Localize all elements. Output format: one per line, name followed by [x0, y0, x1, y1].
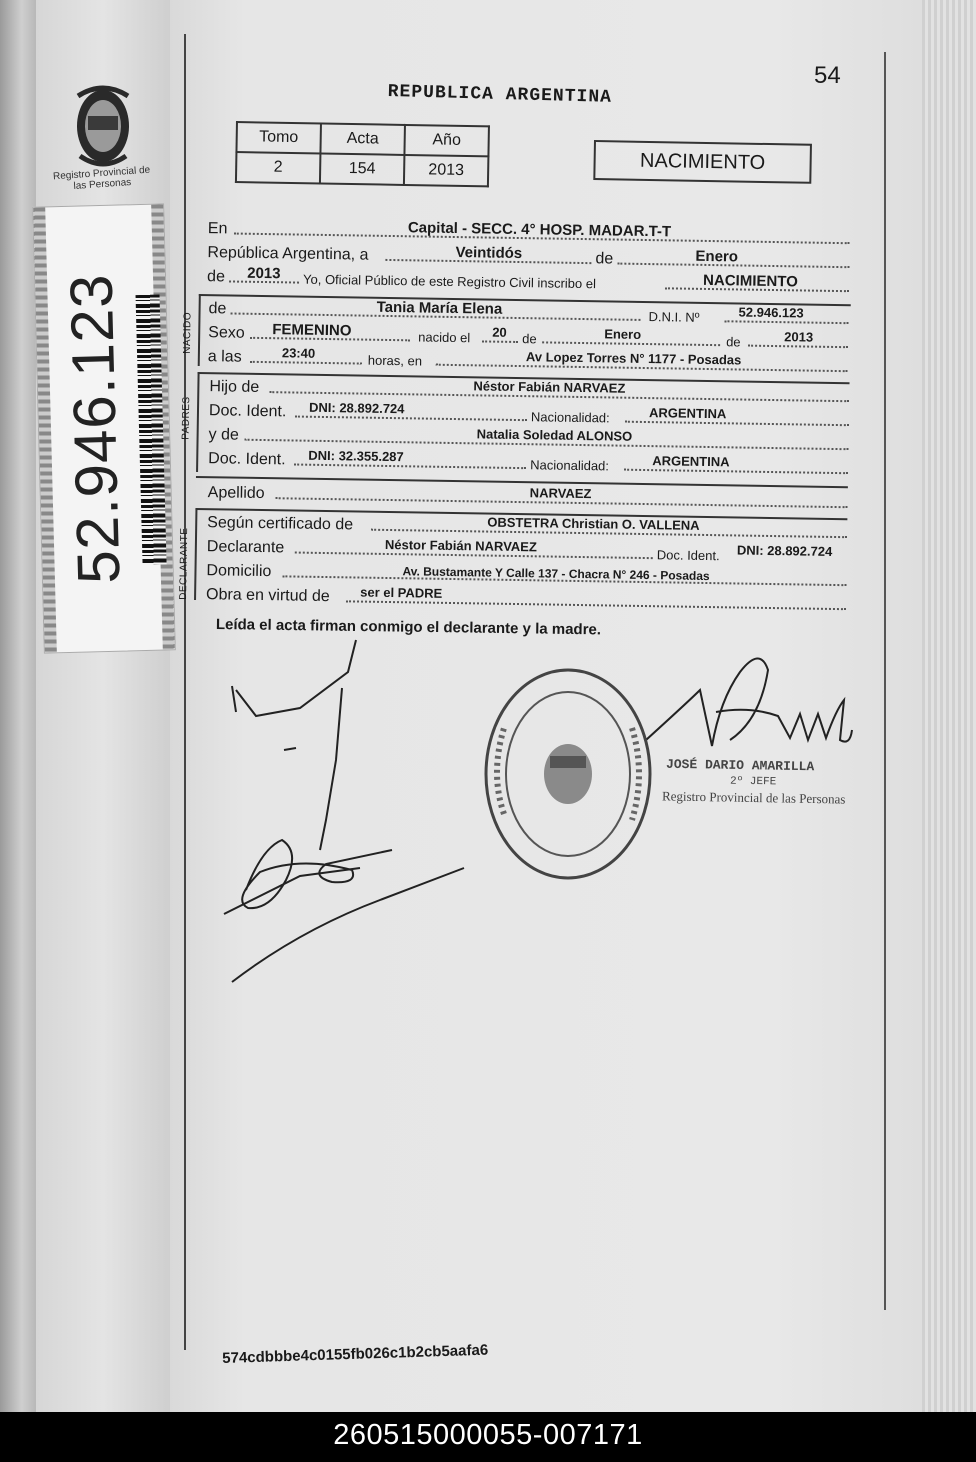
label-hijo-de: Hijo de — [209, 378, 260, 396]
table-header-cell: Año — [404, 125, 489, 156]
table-header-cell: Acta — [320, 123, 405, 154]
value-month: Enero — [695, 247, 739, 266]
value-child-name: Tania María Elena — [376, 298, 503, 318]
value-declarante: Néstor Fabián NARVAEZ — [384, 536, 537, 555]
value-sexo: FEMENINO — [272, 321, 352, 340]
page-number: 54 — [814, 62, 841, 89]
registry-logo-text: Registro Provincial de las Personas — [52, 164, 151, 192]
record-type-box: NACIMIENTO — [593, 140, 812, 184]
value-father-nationality: ARGENTINA — [648, 405, 727, 422]
value-domicilio: Av. Bustamante Y Calle 137 - Chacra N° 246 - Posadas — [402, 564, 710, 584]
value-apellido: NARVAEZ — [529, 485, 592, 502]
value-mother-nationality: ARGENTINA — [652, 453, 730, 470]
label-y-de: y de — [208, 426, 240, 444]
label-apellido: Apellido — [207, 484, 265, 503]
label-sexo: Sexo — [208, 324, 245, 342]
value-mother-doc: DNI: 32.355.287 — [308, 447, 404, 465]
label-doc-mother: Doc. Ident. — [208, 450, 286, 469]
table-header-cell: Tomo — [236, 122, 321, 153]
value-time: 23:40 — [281, 345, 316, 361]
value-father: Néstor Fabián NARVAEZ — [473, 378, 626, 396]
label-nacionalidad-father: Nacionalidad: — [530, 409, 610, 426]
label-de-birth-year: de — [726, 334, 741, 350]
value-declarante-doc: DNI: 28.892.724 — [736, 542, 833, 559]
value-father-doc: DNI: 28.892.724 — [308, 399, 405, 417]
value-event: NACIMIENTO — [702, 271, 798, 291]
official-seal-icon — [480, 664, 660, 884]
label-de-year: de — [206, 268, 226, 286]
label-obra: Obra en virtud de — [205, 586, 330, 606]
official-organization: Registro Provincial de las Personas — [661, 788, 846, 807]
value-certificado: OBSTETRA Christian O. VALLENA — [487, 514, 700, 533]
value-birth-day: 20 — [492, 324, 507, 340]
label-dni: D.N.I. Nº — [648, 309, 700, 325]
document-hash: 574cdbbbe4c0155fb026c1b2cb5aafa6 — [222, 1341, 489, 1367]
label-nacionalidad-mother: Nacionalidad: — [530, 457, 610, 474]
sticker-dni-number: 52.946.123 — [57, 272, 133, 585]
official-role: 2º JEFE — [729, 775, 777, 789]
label-en: En — [207, 220, 228, 238]
value-day: Veintidós — [455, 244, 523, 263]
footer-code: 260515000055-007171 — [333, 1419, 643, 1451]
label-de: de — [595, 250, 614, 268]
label-horas: horas, en — [367, 352, 423, 369]
value-obra: ser el PADRE — [360, 584, 443, 601]
value-birth-place: Av Lopez Torres N° 1177 - Posadas — [525, 349, 742, 368]
label-nacido-el: nacido el — [418, 329, 471, 346]
section-label-declarante: DECLARANTE — [178, 527, 191, 600]
label-declarante: Declarante — [206, 538, 285, 557]
closing-statement: Leída el acta firman conmigo el declarante y la madre. — [215, 616, 602, 639]
label-doc-declarante: Doc. Ident. — [656, 547, 720, 564]
label-oficial: Yo, Oficial Público de este Registro Civil inscribo el — [302, 271, 597, 292]
label-a-las: a las — [207, 348, 242, 366]
footer-code-bar — [0, 1412, 976, 1462]
value-child-dni: 52.946.123 — [738, 304, 804, 321]
value-birth-year: 2013 — [784, 329, 814, 345]
label-domicilio: Domicilio — [206, 562, 272, 581]
value-place: Capital - SECC. 4° HOSP. MADAR.T-T — [407, 219, 672, 241]
label-de-month: de — [522, 331, 537, 347]
value-mother: Natalia Soledad ALONSO — [476, 426, 633, 444]
label-doc-father: Doc. Ident. — [208, 402, 287, 421]
label-republica: República Argentina, a — [207, 244, 369, 264]
table-cell-acta: 154 — [320, 153, 405, 184]
table-cell-tomo: 2 — [236, 152, 321, 183]
value-year: 2013 — [247, 264, 281, 283]
official-name: JOSÉ DARIO AMARILLA — [665, 756, 815, 775]
section-label-nacido: NACIDO — [181, 311, 194, 354]
label-certificado: Según certificado de — [207, 514, 354, 534]
label-de-name: de — [208, 300, 227, 318]
table-cell-anio: 2013 — [404, 155, 489, 186]
page-title: REPUBLICA ARGENTINA — [387, 82, 613, 108]
value-birth-month: Enero — [604, 326, 642, 342]
section-label-padres: PADRES — [180, 396, 193, 440]
